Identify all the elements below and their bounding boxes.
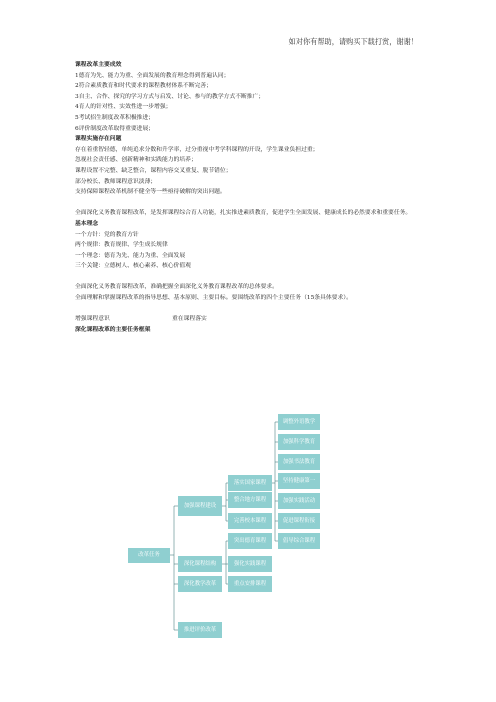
goal-item: 4育人的针对性、实效性进一步增强； xyxy=(75,104,172,111)
concept-item: 一个方针：党的教育方针 xyxy=(75,231,139,238)
phrase-left: 增强课程意识 xyxy=(75,316,110,323)
node-level2-school-course: 完善校本课程 xyxy=(228,513,272,529)
section-title-problems: 课程实施存在问题 xyxy=(75,136,122,143)
node-level3-foreign-language: 调整外语教学 xyxy=(278,414,320,430)
paragraph-requirements: 全面深化义务教育课程改革，准确把握全面深化义务教育课程改革的总体要求。 xyxy=(75,284,278,291)
concept-item: 一个理念：德育为先、能力为重、全面发展 xyxy=(75,252,186,259)
node-level2-key-course: 重点安排课程 xyxy=(228,576,272,592)
section-title-goals: 课程改革主要成效 xyxy=(75,62,122,68)
problem-item: 存在着重智轻德，单纯追求分数和升学率，过分重视中考学科课程的开设，学生课业负担过重； xyxy=(75,146,319,153)
paragraph-guidance: 全面理解和掌握课程改革的指导思想、基本原则、主要目标。要围绕改革的四个主要任务（15条具体要求）。 xyxy=(75,295,352,302)
node-level2-local-course: 整合地方课程 xyxy=(228,492,272,508)
phrase-right: 重在课程落实 xyxy=(172,316,207,323)
node-level1-evaluation-reform: 推进评价改革 xyxy=(178,622,222,638)
concept-item: 两个规律：教育规律、学生成长规律 xyxy=(75,242,168,249)
phrase-row xyxy=(75,314,433,325)
section-title-concepts: 基本理念 xyxy=(75,220,99,227)
problem-item: 忽视社会责任感、创新精神和实践能力的培养； xyxy=(75,157,197,164)
framework-title: 深化课程改革的主要任务框架 xyxy=(75,326,151,333)
node-level3-practice-activity: 加强实践活动 xyxy=(278,493,320,509)
node-level3-integrated-course: 倡导综合课程 xyxy=(278,533,320,549)
goal-item: 3自主、合作、探究的学习方式与启发、讨论、参与的教学方式不断推广； xyxy=(75,93,265,100)
node-level2-practice-course: 强化实践课程 xyxy=(228,556,272,572)
node-level3-health: 坚持健康第一 xyxy=(278,473,320,489)
goal-item: 6评价制度改革取得重要进展； xyxy=(75,125,155,132)
goal-item: 1德育为先、能力为重、全面发展的教育理念得到普遍认同； xyxy=(75,72,230,79)
paragraph-reform-importance: 全面深化义务教育课程改革，是发挥课程综合育人功能，扎实推进素质教育，促进学生全面发展、健康成长的必然要求和重要任务。 xyxy=(75,210,412,217)
document-body xyxy=(75,60,433,335)
problem-item: 课程设置不完整、缺乏整合，课程内容交叉重复、脱节错位； xyxy=(75,167,232,174)
node-level1-course-structure: 深化课程结构 xyxy=(178,556,222,572)
header-note: 如对你有帮助，请购买下载打赏，谢谢！ xyxy=(288,37,418,46)
problem-item: 支持保障课程改革机制不健全等一些亟待破解的突出问题。 xyxy=(75,189,226,196)
node-level3-calligraphy: 加强书法教育 xyxy=(278,454,320,470)
node-level2-moral-course: 突出德育课程 xyxy=(228,533,272,549)
node-level3-course-connection: 促进课程衔接 xyxy=(278,513,320,529)
problem-item: 部分校长、教师课程意识淡薄； xyxy=(75,178,157,185)
node-level3-science: 加强科学教育 xyxy=(278,434,320,450)
node-level1-teaching-reform: 深化教学改革 xyxy=(178,576,222,592)
goal-item: 2符合素质教育和时代要求的课程教材体系不断完善； xyxy=(75,83,213,90)
node-root: 改革任务 xyxy=(128,548,170,563)
node-level1-course-building: 加强课程建设 xyxy=(178,496,222,516)
concept-item: 三个关键：立德树人、核心素养、核心价值观 xyxy=(75,263,191,270)
node-level2-national-course: 落实国家课程 xyxy=(228,475,272,491)
goal-item: 5考试招生制度改革积极推进； xyxy=(75,114,155,121)
